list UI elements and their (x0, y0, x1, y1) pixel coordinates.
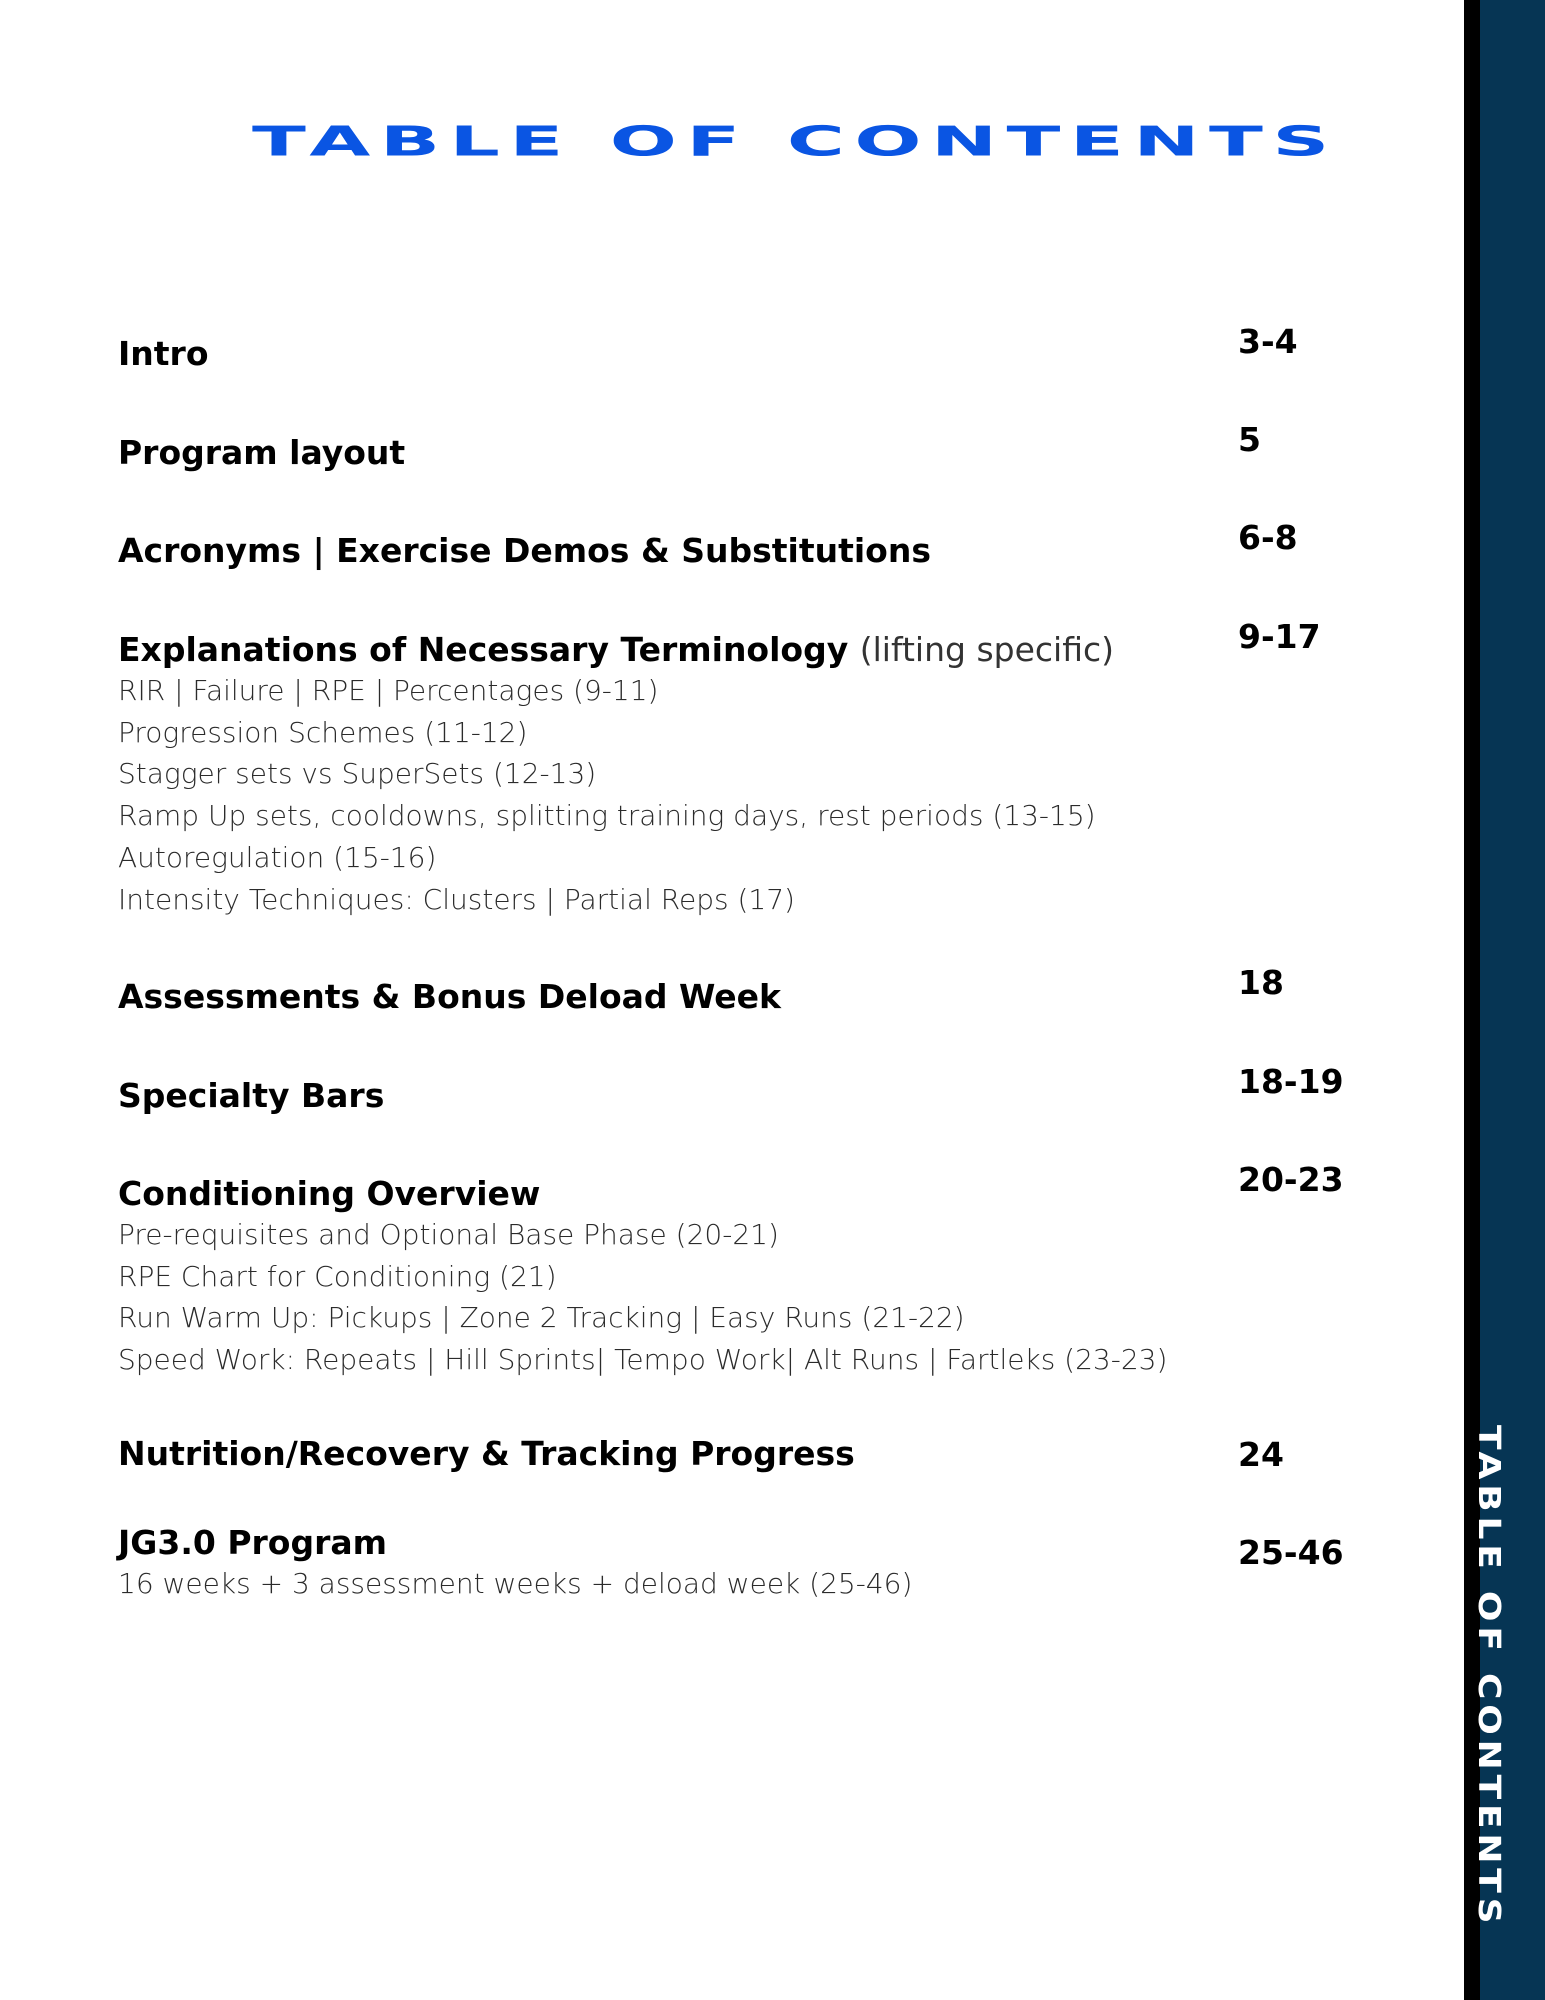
toc-entry-title: Specialty Bars (118, 1076, 385, 1115)
toc-subitem: 16 weeks + 3 assessment weeks + deload week (25-46) (118, 1567, 913, 1600)
sidebar-label (1471, 1425, 1506, 1929)
toc-entry-intro[interactable] (118, 334, 1198, 374)
toc-entry-title: Nutrition/Recovery & Tracking Progress (118, 1434, 855, 1473)
toc-subitem: RIR | Failure | RPE | Percentages (9-11) (118, 674, 659, 707)
toc-entry-title: Intro (118, 334, 209, 373)
toc-page-number: 3-4 (1238, 322, 1298, 361)
toc-subitem: Stagger sets vs SuperSets (12-13) (118, 757, 597, 791)
toc-entry-program-layout[interactable] (118, 433, 1198, 473)
toc-page-number: 24 (1238, 1435, 1284, 1474)
toc-entry-title: JG3.0 Program (118, 1523, 387, 1562)
toc-subitem: Pre-requisites and Optional Base Phase (20-21) (118, 1218, 779, 1251)
toc-entry-title: Assessments & Bonus Deload Week (118, 977, 781, 1016)
toc-entry-title: Acronyms | Exercise Demos & Substitutions (118, 531, 931, 570)
toc-entry-title (118, 630, 1198, 670)
toc-entry-nutrition[interactable] (118, 1434, 1198, 1474)
toc-page-number: 5 (1238, 420, 1261, 459)
toc-page-number: 20-23 (1238, 1160, 1344, 1199)
toc-subitem: Run Warm Up: Pickups | Zone 2 Tracking | Easy Runs (21-22) (118, 1301, 965, 1335)
toc-page-number: 25-46 (1238, 1533, 1344, 1572)
toc-entry-title: Conditioning Overview (118, 1174, 541, 1213)
toc-page-number: 9-17 (1238, 617, 1321, 656)
toc-subitem: Ramp Up sets, cooldowns, splitting training days, rest periods (13-15) (118, 799, 1096, 833)
toc-subitem: Autoregulation (15-16) (118, 840, 437, 874)
toc-subitem: Progression Schemes (11-12) (118, 715, 528, 749)
toc-entry-conditioning[interactable] (118, 1174, 1198, 1381)
toc-entry-title-main: Explanations of Necessary Terminology (118, 630, 849, 669)
toc-page-number: 18-19 (1238, 1062, 1344, 1101)
toc-subitem: RPE Chart for Conditioning (21) (118, 1259, 557, 1293)
toc-subitem: Intensity Techniques: Clusters | Partial Reps (17) (118, 882, 795, 916)
toc-entry-acronyms[interactable] (118, 531, 1198, 571)
toc-subitem: Speed Work: Repeats | Hill Sprints| Tempo Work| Alt Runs | Fartleks (23-23) (118, 1343, 1168, 1377)
toc-entry-title: Program layout (118, 433, 406, 472)
toc-page-number: 6-8 (1238, 518, 1298, 557)
toc-entry-specialty-bars[interactable] (118, 1076, 1198, 1116)
toc-entry-assessments[interactable] (118, 977, 1198, 1017)
sidebar-label-text: TABLE OF CONTENTS (1471, 1425, 1506, 1929)
page-title: TABLE OF CONTENTS (252, 118, 1339, 166)
toc-entry-title-note: (lifting specific) (859, 630, 1115, 669)
toc-page-number: 18 (1238, 963, 1284, 1002)
toc-entry-program[interactable] (118, 1523, 1198, 1605)
toc-entry-terminology[interactable] (118, 630, 1198, 920)
